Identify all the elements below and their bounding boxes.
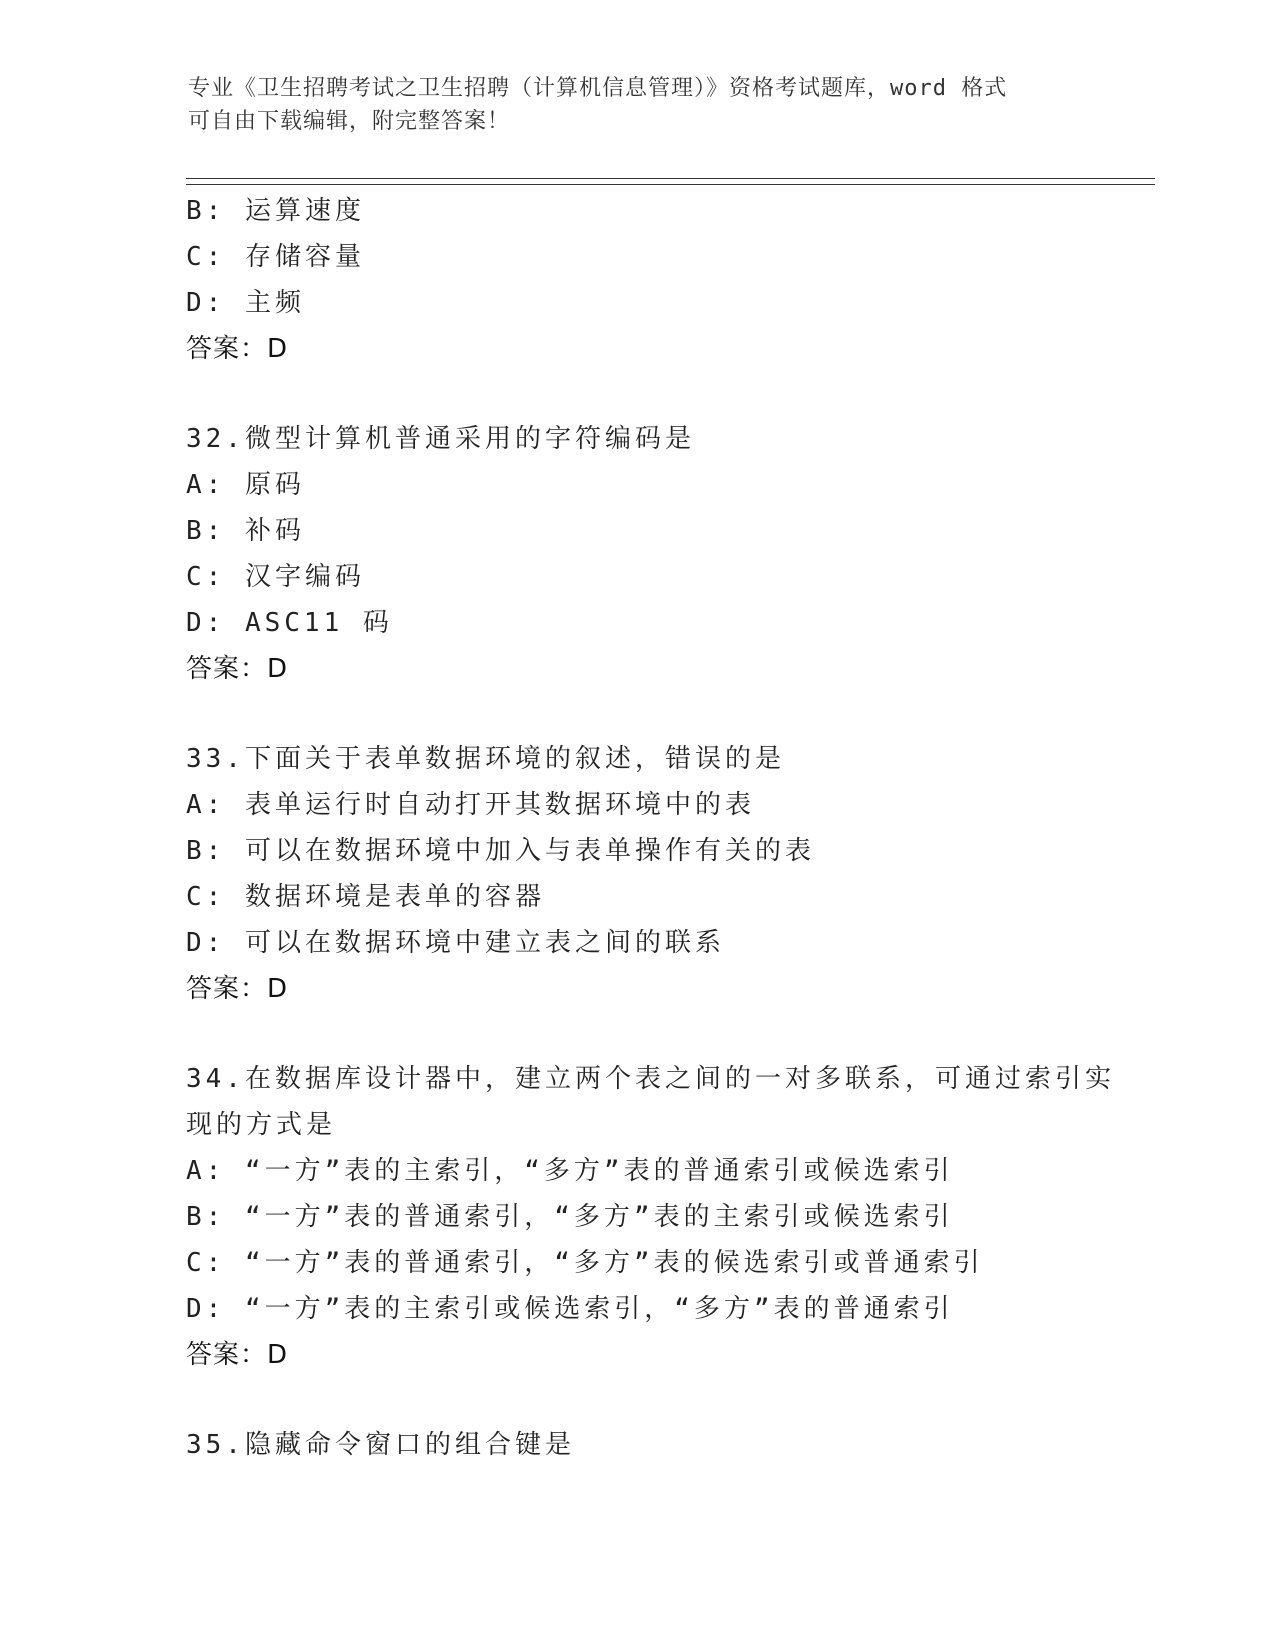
question-34 — [186, 1056, 1146, 1378]
answer-label: 答案： — [186, 334, 268, 364]
option-d: D: 可以在数据环境中建立表之间的联系 — [186, 928, 725, 958]
option-c: C: “一方”表的普通索引，“多方”表的候选索引或普通索引 — [186, 1248, 984, 1278]
question-stem: 34.在数据库设计器中，建立两个表之间的一对多联系，可通过索引实 — [186, 1064, 1115, 1094]
question-stem: 33.下面关于表单数据环境的叙述，错误的是 — [186, 744, 785, 774]
option-a: A: “一方”表的主索引，“多方”表的普通索引或候选索引 — [186, 1156, 954, 1186]
option-d: D: “一方”表的主索引或候选索引，“多方”表的普通索引 — [186, 1294, 954, 1324]
question-carryover — [186, 188, 1146, 372]
option-c: C: 存储容量 — [186, 242, 365, 272]
option-b: B: “一方”表的普通索引，“多方”表的主索引或候选索引 — [186, 1202, 954, 1232]
document-header — [188, 72, 1068, 138]
header-title-line-1: 专业《卫生招聘考试之卫生招聘（计算机信息管理）》资格考试题库，word 格式 — [188, 76, 1008, 101]
question-list — [186, 188, 1146, 1468]
answer-label: 答案： — [186, 654, 268, 684]
question-stem-continued: 现的方式是 — [186, 1110, 337, 1140]
question-32 — [186, 416, 1146, 692]
option-b: B: 可以在数据环境中加入与表单操作有关的表 — [186, 836, 815, 866]
option-b: B: 运算速度 — [186, 196, 365, 226]
option-d: D: ASC11 码 — [186, 608, 393, 638]
question-stem: 32.微型计算机普通采用的字符编码是 — [186, 424, 695, 454]
option-c: C: 数据环境是表单的容器 — [186, 882, 545, 912]
header-title-line-2: 可自由下载编辑，附完整答案！ — [188, 109, 511, 134]
answer-label: 答案： — [186, 974, 268, 1004]
question-33 — [186, 736, 1146, 1012]
answer-value: D — [267, 654, 289, 684]
answer-line — [186, 966, 1146, 1012]
option-b: B: 补码 — [186, 516, 305, 546]
answer-line — [186, 326, 1146, 372]
answer-label: 答案： — [186, 1340, 268, 1370]
answer-value: D — [267, 974, 289, 1004]
answer-value: D — [267, 334, 289, 364]
option-c: C: 汉字编码 — [186, 562, 365, 592]
question-stem: 35.隐藏命令窗口的组合键是 — [186, 1430, 575, 1460]
option-a: A: 表单运行时自动打开其数据环境中的表 — [186, 790, 755, 820]
option-a: A: 原码 — [186, 470, 305, 500]
header-divider — [186, 178, 1155, 185]
answer-line — [186, 1332, 1146, 1378]
question-35 — [186, 1422, 1146, 1468]
answer-line — [186, 646, 1146, 692]
option-d: D: 主频 — [186, 288, 305, 318]
answer-value: D — [267, 1340, 289, 1370]
